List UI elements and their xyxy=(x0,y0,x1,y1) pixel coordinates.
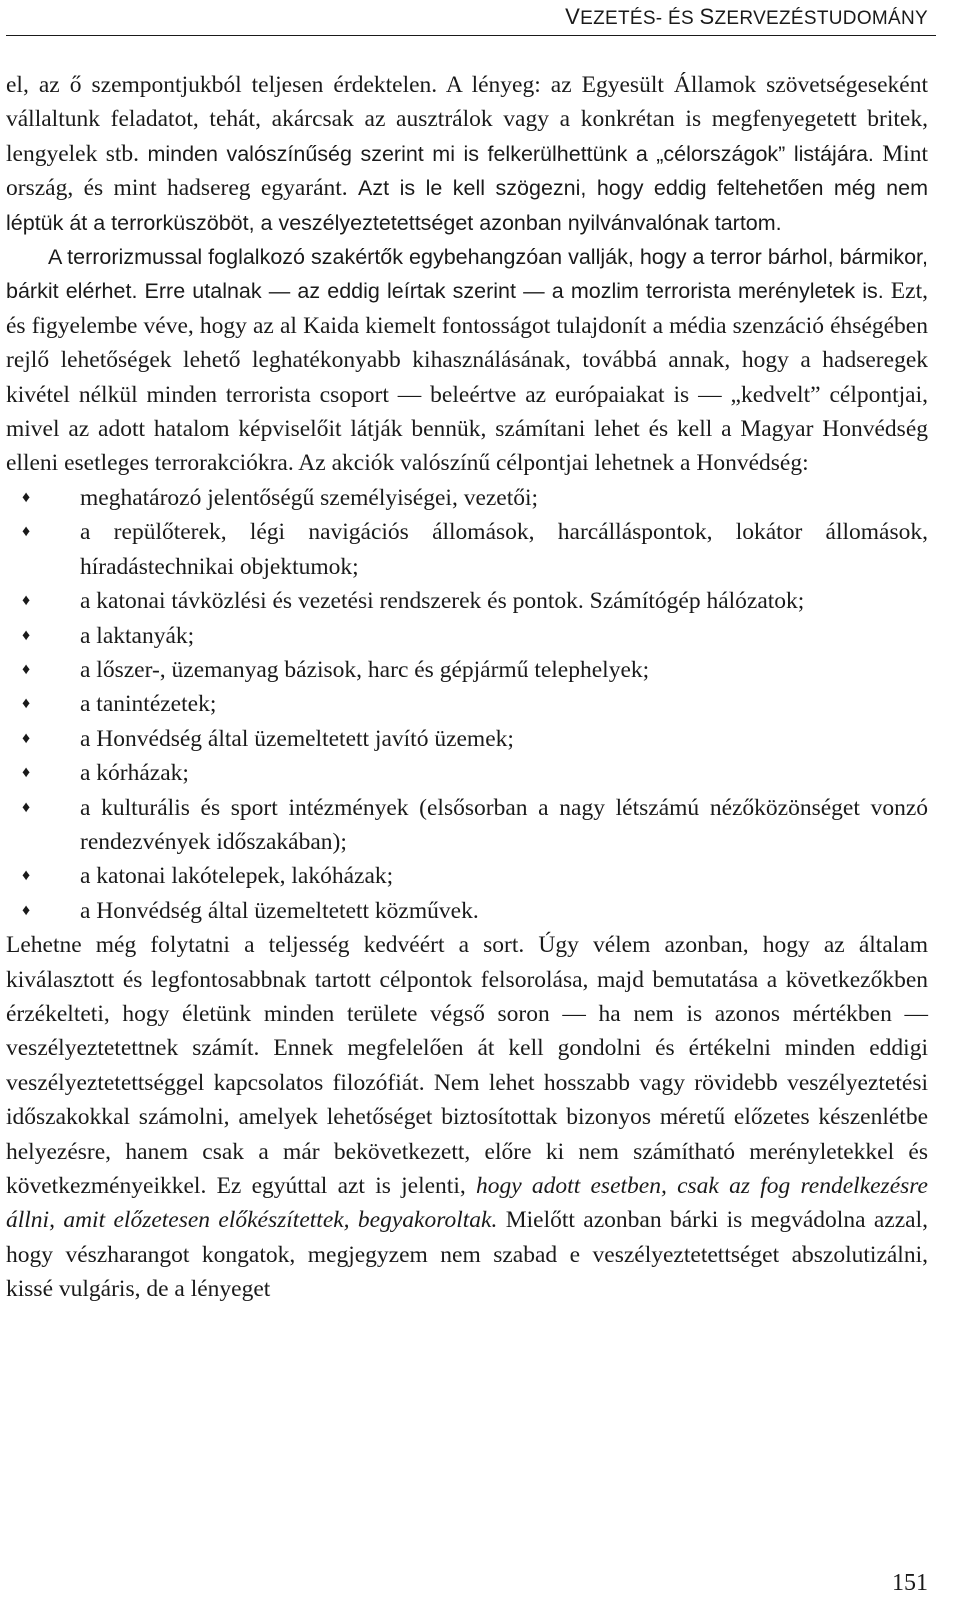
paragraph-1 xyxy=(6,68,928,240)
paragraph-3-part-a: Lehetne még folytatni a teljesség kedvéért a sort. Úgy vélem azonban, hogy az általam kiválasztott és legfontosabbnak tartott célpontok felsorolása, majd bemutatása a következőkben érzékelteti, hogy életünk minden területe végső soron — ha nem is azonos mértékben — veszélyeztetettnek számít. Ennek megfelelően át kell gondolni és értékelni minden eddigi veszélyeztetettséggel kapcsolatos filozófiát. Nem lehet hosszabb vagy rövidebb veszélyeztetési időszakokkal számolni, amelyek lehetőséget biztosítottak bizonyos méretű előzetes készenlétbe helyezésre, hanem csak a már bekövetkezett, előre ki nem számítható merényletekkel és következményeikkel. Ez egyúttal azt is jelenti, xyxy=(6,932,928,1199)
list-item xyxy=(22,722,928,756)
diamond-bullet-icon: ♦ xyxy=(22,523,31,541)
diamond-bullet-icon: ♦ xyxy=(22,901,31,919)
list-item-text: a Honvédség által üzemeltetett közművek. xyxy=(80,897,479,924)
paragraph-2-part-a: A terrorizmussal foglalkozó szakértők egybehangzóan vallják, hogy a terror bárhol, bármikor, bárkit elérhet. Erre utalnak — az eddig leírtak szerint — a mozlim terrorista merényletek is. xyxy=(6,245,928,304)
list-item-text: a katonai lakótelepek, lakóházak; xyxy=(80,863,394,890)
running-header xyxy=(0,0,960,42)
list-item-text: a laktanyák; xyxy=(80,622,195,649)
paragraph-3-part-b: Mielőtt azonban bárki is megvádolna azzal, hogy vészharangot kongatok, megjegyzem nem szabad e veszélyeztetettséget abszolutizálni, kissé vulgáris, de a lényeget xyxy=(6,1207,928,1303)
list-item xyxy=(22,584,928,618)
diamond-bullet-icon: ♦ xyxy=(22,764,31,782)
header-rule xyxy=(6,35,936,36)
list-item xyxy=(22,859,928,893)
diamond-bullet-icon: ♦ xyxy=(22,660,31,678)
target-list xyxy=(6,481,928,928)
paragraph-1-part-d: Azt is le kell szögezni, hogy eddig feltehetően még nem léptük át a terrorküszöböt, a veszélyeztetettséget azonban nyilvánvalónak tartom. xyxy=(6,176,929,235)
paragraph-3 xyxy=(6,928,928,1306)
diamond-bullet-icon: ♦ xyxy=(22,592,31,610)
list-item xyxy=(22,653,928,687)
header-text-2: ZERVEZÉSTUDOMÁNY xyxy=(714,8,928,29)
list-item-text: a tanintézetek; xyxy=(80,691,217,718)
paragraph-1-part-c: Mint ország, és mint hadsereg egyaránt. xyxy=(6,140,928,202)
list-item xyxy=(22,791,928,860)
paragraph-1-part-b: minden valószínűség szerint mi is felkerülhettünk a „célországok” listájára. xyxy=(147,141,874,166)
list-item-text: a Honvédség által üzemeltetett javító üzemek; xyxy=(80,725,514,752)
list-item xyxy=(22,756,928,790)
list-item xyxy=(22,515,928,584)
list-item-text: meghatározó jelentőségű személyiségei, vezetői; xyxy=(80,484,539,511)
diamond-bullet-icon: ♦ xyxy=(22,626,31,644)
page-number: 151 xyxy=(892,1570,928,1596)
list-item xyxy=(22,687,928,721)
list-item-text: a katonai távközlési és vezetési rendszerek és pontok. Számítógép hálózatok; xyxy=(80,588,805,615)
header-cap-2: S xyxy=(699,4,715,29)
list-item-text: a kulturális és sport intézmények (elsősorban a nagy létszámú nézőközönséget vonzó rendezvények időszakában); xyxy=(80,794,928,855)
paragraph-2-part-b: Ezt, és figyelembe véve, hogy az al Kaida kiemelt fontosságot tulajdonít a média szenzáció éhségében rejlő lehetőségek lehető leghatékonyabb kihasználásának, továbbá annak, hogy a hadseregek kivétel nélkül minden terrorista csoport — beleértve az európaiakat is — „kedvelt” célpontjai, mivel az adott hatalom képviselőit látják bennük, számítani lehet és kell a Magyar Honvédség elleni esetleges terrorakciókra. Az akciók valószínű célpontjai lehetnek a Honvédség: xyxy=(6,278,928,477)
header-cap-1: V xyxy=(565,4,581,29)
list-item-text: a lőszer-, üzemanyag bázisok, harc és gépjármű telephelyek; xyxy=(80,656,650,683)
list-item xyxy=(22,619,928,653)
running-header-title xyxy=(565,4,928,30)
list-item xyxy=(22,894,928,928)
list-item xyxy=(22,481,928,515)
diamond-bullet-icon: ♦ xyxy=(22,867,31,885)
header-text-1: EZETÉS- ÉS xyxy=(580,8,700,29)
paragraph-1-part-a: el, az ő szempontjukból teljesen érdektelen. A lényeg: az Egyesült Államok szövetségeseként vállaltunk feladatot, tehát, akárcsak az ausztrálok vagy a konkrétan is megfenyegetett britek, lengyelek stb. xyxy=(6,72,928,167)
list-item-text: a repülőterek, légi navigációs állomások, harcálláspontok, lokátor állomások, híradástechnikai objektumok; xyxy=(80,519,928,580)
paragraph-2 xyxy=(6,240,928,481)
diamond-bullet-icon: ♦ xyxy=(22,488,31,506)
diamond-bullet-icon: ♦ xyxy=(22,695,31,713)
diamond-bullet-icon: ♦ xyxy=(22,729,31,747)
body-text xyxy=(6,68,928,1307)
list-item-text: a kórházak; xyxy=(80,760,189,787)
diamond-bullet-icon: ♦ xyxy=(22,798,31,816)
paragraph-3-italic: hogy adott esetben, csak az fog rendelkezésre állni, amit előzetesen előkészítettek, begyakoroltak. xyxy=(6,1173,928,1234)
